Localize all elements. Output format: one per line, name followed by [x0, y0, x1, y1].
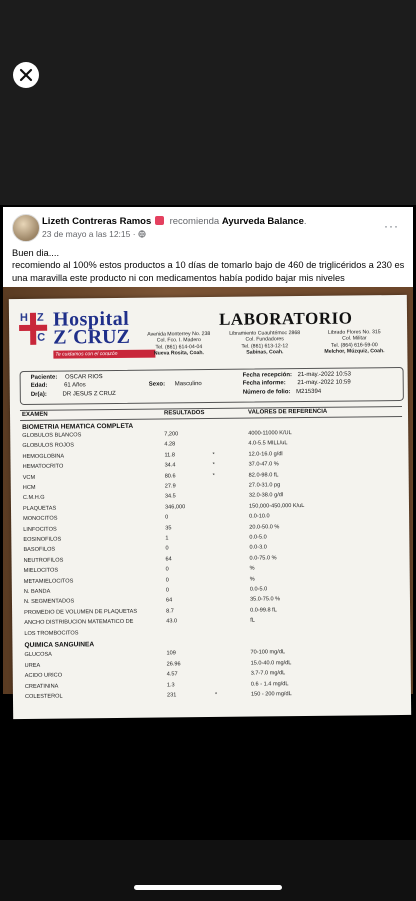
test-flag: * [212, 462, 215, 469]
logo-letter-c: C [37, 331, 46, 344]
test-reference: 12.0-16.0 g/dl [248, 451, 283, 458]
facebook-post [3, 207, 413, 701]
test-value: 34.4 [164, 462, 176, 469]
globe-icon [138, 230, 146, 238]
test-reference: 0.0-10.0 [249, 513, 270, 520]
test-reference: 20.0-50.0 % [249, 523, 280, 531]
test-name: UREA [24, 662, 41, 669]
table-row [25, 690, 405, 702]
viewer-top-bar [0, 0, 416, 205]
test-value: 7,200 [164, 431, 179, 438]
test-name: LOS TROMBOCITOS [24, 629, 79, 637]
test-name: GLOBULOS BLANCOS [22, 432, 82, 439]
test-reference: 0.0-3.0 [249, 544, 267, 551]
test-name: C.M.H.G [22, 495, 45, 502]
test-value: 109 [166, 650, 176, 657]
test-flag: * [214, 692, 218, 699]
test-name: LINFOCITOS [23, 526, 57, 533]
test-reference: 0.6 - 1.4 mg/dL [250, 680, 289, 688]
test-name: COLESTEROL [24, 693, 63, 701]
test-reference: 70-100 mg/dL [250, 649, 286, 656]
table-row [25, 648, 405, 660]
post-greeting: Buen dia.... [12, 248, 60, 258]
more-options-icon[interactable]: ··· [384, 219, 399, 233]
test-value: 80.6 [164, 472, 176, 480]
test-name: VCM [22, 474, 36, 481]
test-reference: 150,000-450,000 K/uL [248, 502, 305, 510]
test-reference: 82.0-98.0 fL [248, 471, 279, 479]
address-3: Librado Flores No. 315 Col. Militar Tel. (864) 616-59-00 Melchor, Múzquiz, Coah. [324, 329, 385, 355]
test-name: PROMEDIO DE VOLUMEN DE PLAQUETAS [24, 608, 138, 616]
author-line: Lizeth Contreras Ramos recomienda Ayurveda Balance. [42, 216, 307, 227]
test-reference: 150 - 200 mg/dL [250, 691, 292, 698]
test-name: HEMOGLOBINA [22, 453, 65, 460]
test-reference: 3.7-7.0 mg/dL [250, 670, 286, 677]
test-reference: fL [250, 617, 255, 624]
test-flag: * [212, 451, 215, 458]
test-value: 1 [165, 535, 169, 542]
test-reference: 0.0-5.0 [249, 534, 267, 541]
table-row [25, 659, 405, 671]
test-value: 0 [165, 577, 169, 584]
test-name: GLOBULOS ROJOS [22, 442, 74, 450]
test-reference: 15.0-40.0 mg/dL [250, 659, 292, 667]
address-2: Libramiento Cuauhtémoc 2868 Col. Fundadores Tel. (861) 613-12-12 Sabinas, Coah. [229, 330, 301, 356]
post-header [3, 207, 413, 245]
test-value: 0 [165, 587, 170, 594]
recommend-badge-icon [155, 216, 164, 225]
logo-letter-z: Z [36, 311, 44, 324]
post-body: recomiendo al 100% estos productos a 10 días de tomarlo bajo de 460 de triglicéridos a 230 es una maravilla este producto ni con medicamentos había podido bajar mis niveles [12, 260, 405, 283]
test-value: 4.28 [164, 441, 176, 448]
test-value: 26.96 [166, 660, 181, 668]
test-name: MONOCITOS [23, 515, 58, 523]
test-reference: 27.0-31.0 pg [248, 482, 281, 489]
test-value: 27.9 [164, 483, 176, 490]
test-name: ACIDO URICO [24, 672, 63, 680]
logo-letter-h: H [19, 311, 29, 324]
bottom-safe-area [0, 840, 416, 901]
test-value: 43.0 [166, 618, 178, 625]
test-name: ANCHO DISTRIBUCION MATEMATICO DE [24, 618, 134, 627]
test-reference: % [249, 565, 255, 572]
post-photo[interactable] [3, 287, 413, 701]
close-button[interactable] [13, 62, 39, 88]
section-quimica: QUIMICA SANGUINEA [24, 641, 95, 649]
hospital-logo [19, 311, 47, 347]
test-value: 8.7 [166, 608, 174, 615]
test-name: HCM [22, 484, 36, 491]
test-value: 0 [165, 545, 169, 552]
section-biometria: BIOMETRIA HEMATICA COMPLETA [22, 422, 134, 431]
test-value: 11.8 [164, 452, 175, 459]
test-reference: 0.0-99.8 fL [250, 607, 277, 614]
lab-report-paper [9, 295, 411, 719]
table-row [25, 669, 405, 681]
hospital-name-line2: Z´CRUZ [53, 325, 131, 349]
author-name[interactable]: Lizeth Contreras Ramos [42, 216, 152, 227]
test-value: 1.3 [166, 682, 175, 689]
test-reference: 0.0-75.0 % [249, 555, 277, 562]
test-name: BASOFILOS [23, 547, 56, 554]
address-1: Avenida Monterrey No. 238 Col. Fco. I. Madero Tel. (861) 614-04-04 Nueva Rosita, Coah. [147, 330, 211, 357]
test-value: 0 [165, 514, 169, 521]
test-reference: 37.0-47.0 % [248, 461, 279, 468]
home-indicator[interactable] [134, 885, 282, 890]
action-text: recomienda [169, 216, 220, 227]
test-name: EOSINOFILOS [23, 536, 62, 543]
test-name: MIELOCITOS [23, 567, 59, 575]
post-date[interactable]: 23 de mayo a las 12:15 · [42, 229, 146, 239]
test-flag: * [212, 472, 215, 479]
table-row [25, 680, 405, 692]
lab-title: LABORATORIO [218, 308, 353, 329]
test-name: N. BANDA [23, 588, 51, 595]
test-name: HEMATOCRITO [22, 463, 64, 471]
patient-info-box: Paciente: OSCAR RIOS Edad: 61 Años Dr(a): DR JESUS Z CRUZ Sexo: Masculino Fecha recepción: 21-may.-2022 10:53 Fecha informe: 21-may.-2022 10:59 Número de folio: M215394 [20, 367, 404, 405]
test-name: CREATININA [24, 683, 59, 690]
hospital-tagline: Te cuidamos con el corazón [53, 350, 155, 359]
test-reference: 0.0-5.0 [249, 586, 268, 593]
author-avatar[interactable] [12, 214, 40, 242]
test-value: 34.5 [164, 493, 176, 500]
page-name[interactable]: Ayurveda Balance [221, 216, 304, 227]
post-text [12, 247, 407, 284]
test-value: 35 [165, 524, 172, 532]
test-value: 0 [165, 566, 169, 573]
test-name: NEUTROFILOS [23, 557, 64, 564]
test-value: 64 [165, 556, 172, 563]
test-name: METAMIELOCITOS [23, 578, 74, 585]
test-reference: 4.0-5.5 MILL/uL [248, 440, 288, 447]
hospital-name-line1: Hospital [52, 307, 130, 331]
test-value: 4.57 [166, 671, 178, 678]
test-reference: % [249, 576, 255, 583]
test-reference: 4000-11000 K/UL [248, 430, 292, 437]
test-value: 346,000 [164, 504, 186, 511]
test-reference: 32.0-38.0 g/dl [248, 492, 284, 499]
test-reference: 35.0-75.0 % [249, 596, 281, 603]
table-row [24, 627, 404, 639]
test-value: 231 [166, 692, 177, 699]
close-icon [20, 69, 32, 81]
test-value: 64 [165, 597, 173, 604]
test-name: N. SEGMENTADOS [23, 598, 75, 606]
test-name: GLUCOSA [24, 651, 52, 658]
results-table-header: EXAMEN RESULTADOS VALORES DE REFERENCIA [20, 406, 402, 421]
test-name: PLAQUETAS [22, 505, 57, 512]
